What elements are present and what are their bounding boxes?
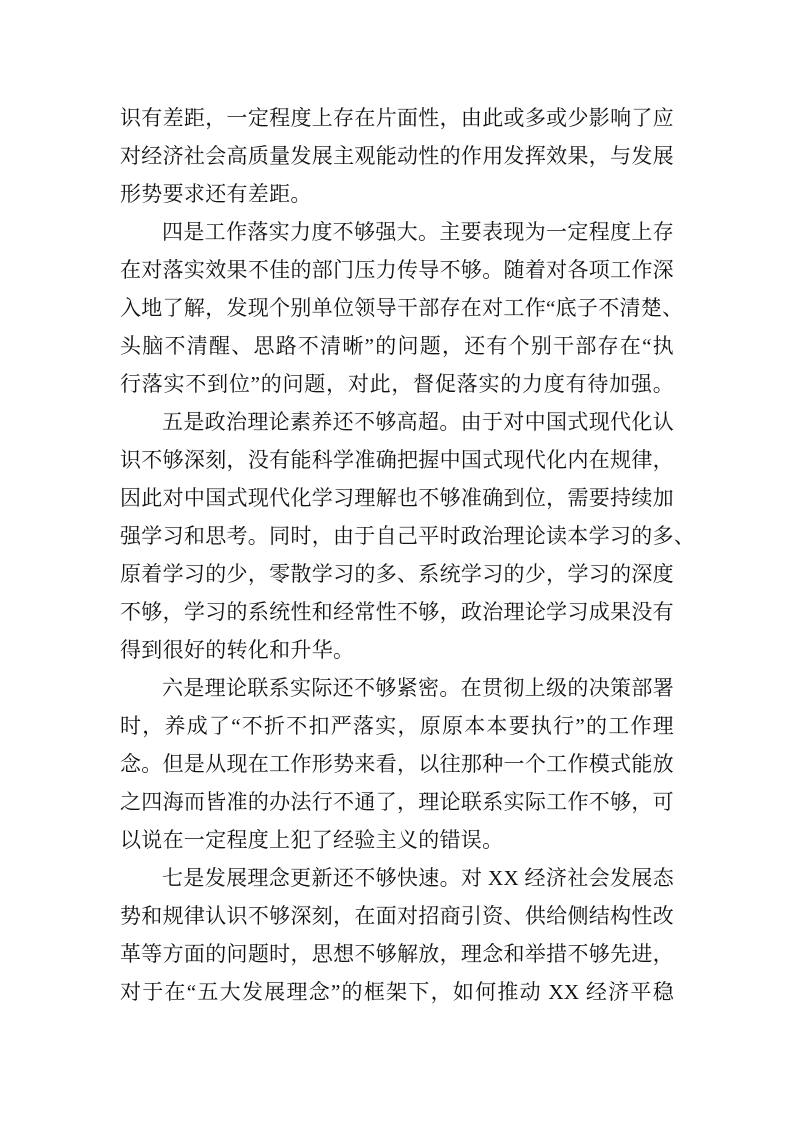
text-line: 行落实不到位”的问题，对此，督促落实的力度有待加强。 xyxy=(120,372,674,396)
text-line: 势和规律认识不够深刻，在面对招商引资、供给侧结构性改 xyxy=(120,904,674,928)
text-line: 七是发展理念更新还不够快速。对 XX 经济社会发展态 xyxy=(162,866,674,890)
text-line: 之四海而皆准的办法行不通了，理论联系实际工作不够，可 xyxy=(120,790,674,814)
paragraph-point-five xyxy=(120,403,696,669)
text-line: 以说在一定程度上犯了经验主义的错误。 xyxy=(120,828,504,852)
paragraph-continuation xyxy=(120,99,674,213)
text-line: 入地了解，发现个别单位领导干部存在对工作“底子不清楚、 xyxy=(120,296,684,320)
text-line: 五是政治理论素养还不够高超。由于对中国式现代化认 xyxy=(162,410,674,434)
text-line: 四是工作落实力度不够强大。主要表现为一定程度上存 xyxy=(162,220,674,244)
text-line: 形势要求还有差距。 xyxy=(120,182,312,206)
text-line: 六是理论联系实际还不够紧密。在贯彻上级的决策部署 xyxy=(162,676,674,700)
text-line: 强学习和思考。同时，由于自己平时政治理论读本学习的多、 xyxy=(120,524,696,548)
paragraph-point-four xyxy=(120,213,684,403)
text-line: 对于在“五大发展理念”的框架下，如何推动 XX 经济平稳 xyxy=(120,980,674,1004)
text-line: 因此对中国式现代化学习理解也不够准确到位，需要持续加 xyxy=(120,486,674,510)
text-line: 不够，学习的系统性和经常性不够，政治理论学习成果没有 xyxy=(120,600,674,624)
text-line: 头脑不清醒、思路不清晰”的问题，还有个别干部存在“执 xyxy=(120,334,674,358)
text-line: 原着学习的少，零散学习的多、系统学习的少，学习的深度 xyxy=(120,562,674,586)
text-line: 时，养成了“不折不扣严落实，原原本本要执行”的工作理 xyxy=(120,714,674,738)
text-line: 识不够深刻，没有能科学准确把握中国式现代化内在规律， xyxy=(120,448,674,472)
paragraph-point-six xyxy=(120,669,674,859)
text-line: 对经济社会高质量发展主观能动性的作用发挥效果，与发展 xyxy=(120,144,674,168)
text-line: 在对落实效果不佳的部门压力传导不够。随着对各项工作深 xyxy=(120,258,674,282)
document-text-block xyxy=(120,99,696,1011)
text-line: 革等方面的问题时，思想不够解放，理念和举措不够先进， xyxy=(120,942,674,966)
paragraph-point-seven xyxy=(120,859,674,1011)
text-line: 念。但是从现在工作形势来看，以往那种一个工作模式能放 xyxy=(120,752,674,776)
text-line: 得到很好的转化和升华。 xyxy=(120,638,355,662)
text-line: 识有差距，一定程度上存在片面性，由此或多或少影响了应 xyxy=(120,106,674,130)
